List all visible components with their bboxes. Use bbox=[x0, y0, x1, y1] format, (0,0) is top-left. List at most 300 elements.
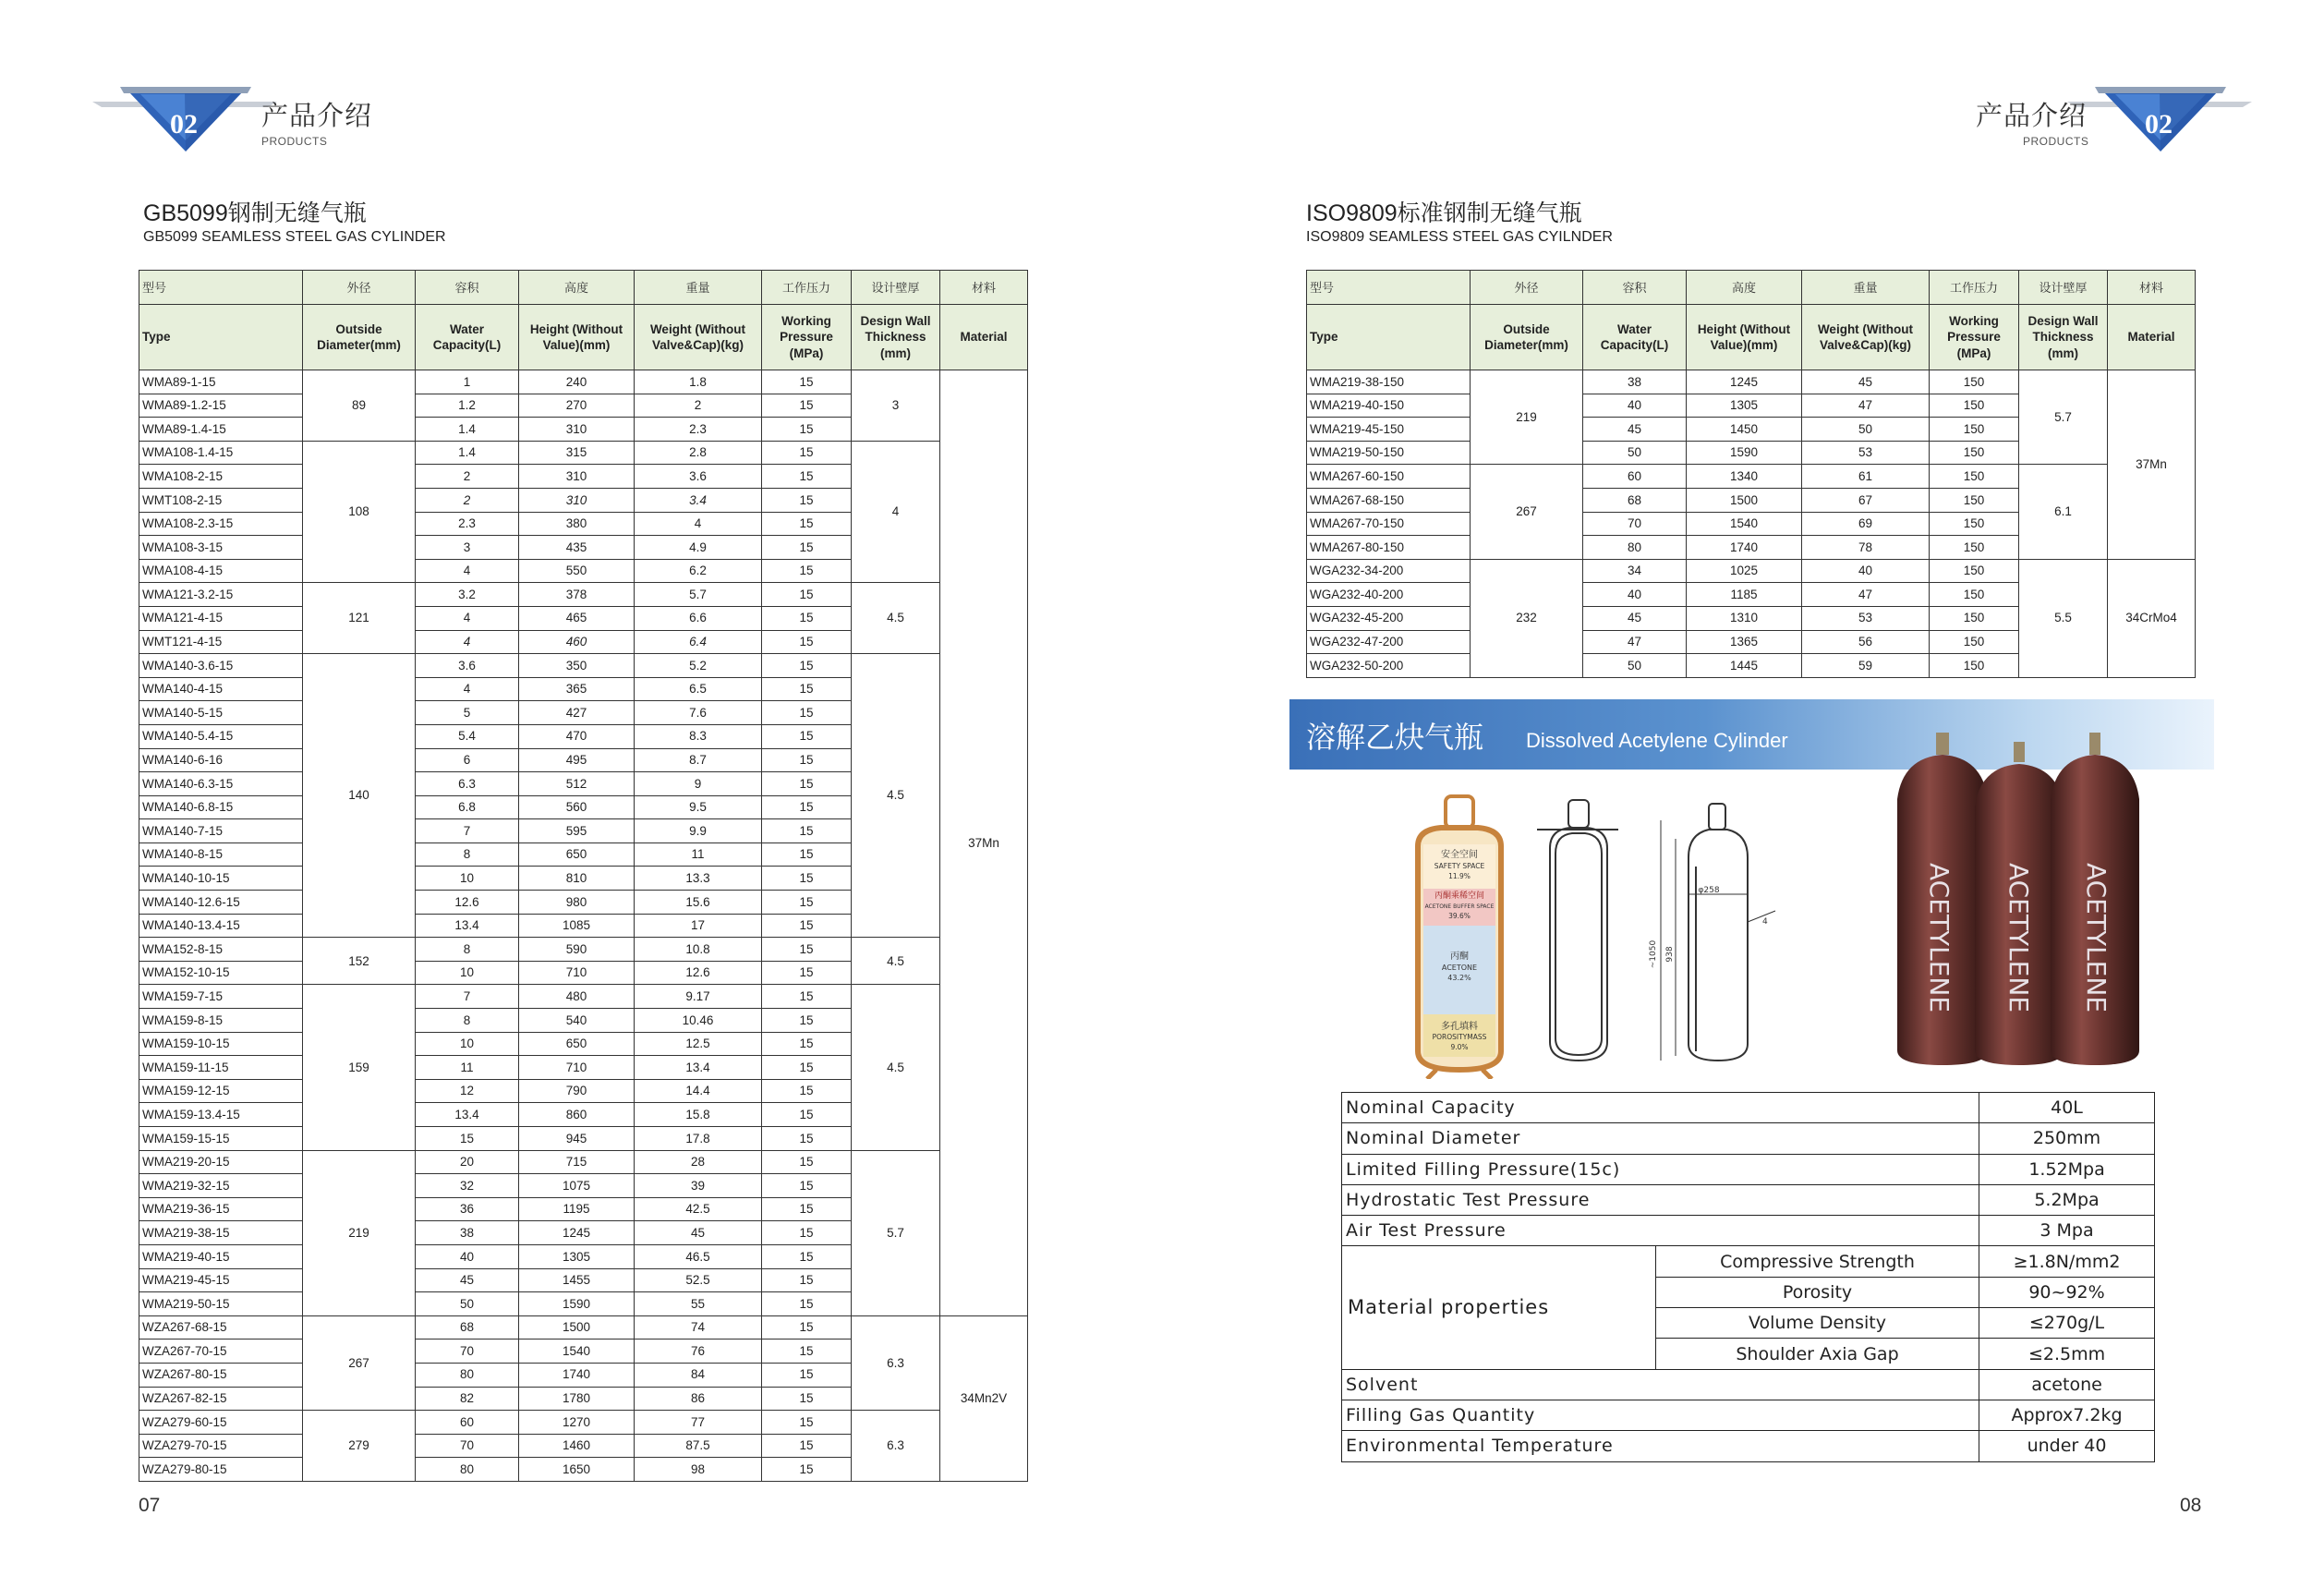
pressure-cell: 15 bbox=[762, 559, 852, 583]
weight-cell: 14.4 bbox=[635, 1079, 762, 1103]
capacity-cell: 8 bbox=[416, 1009, 519, 1033]
pressure-cell: 15 bbox=[762, 1221, 852, 1245]
pressure-cell: 150 bbox=[1930, 370, 2019, 394]
height-cell: 1340 bbox=[1687, 465, 1802, 489]
pressure-cell: 150 bbox=[1930, 630, 2019, 654]
weight-cell: 15.6 bbox=[635, 891, 762, 915]
capacity-cell: 8 bbox=[416, 842, 519, 867]
type-cell: WMA89-1.4-15 bbox=[139, 418, 303, 442]
height-cell: 1455 bbox=[519, 1268, 635, 1292]
porous-en-label: POROSITYMASS bbox=[1432, 1033, 1487, 1041]
capacity-cell: 60 bbox=[416, 1411, 519, 1435]
capacity-cell: 10 bbox=[416, 867, 519, 891]
pressure-cell: 15 bbox=[762, 418, 852, 442]
pressure-cell: 15 bbox=[762, 1387, 852, 1411]
table-row bbox=[139, 985, 1028, 1009]
capacity-cell: 40 bbox=[1583, 583, 1687, 607]
pressure-cell: 15 bbox=[762, 1411, 852, 1435]
column-header-en: Weight (Without Valve&Cap)(kg) bbox=[1802, 305, 1930, 370]
height-cell: 1245 bbox=[1687, 370, 1802, 394]
column-header-en: Material bbox=[940, 305, 1028, 370]
diameter-cell: 232 bbox=[1471, 559, 1583, 677]
property-label: Nominal Diameter bbox=[1342, 1123, 1979, 1154]
type-cell: WGA232-50-200 bbox=[1307, 654, 1471, 678]
height-cell: 380 bbox=[519, 512, 635, 536]
capacity-cell: 80 bbox=[416, 1363, 519, 1387]
capacity-cell: 34 bbox=[1583, 559, 1687, 583]
weight-cell: 11 bbox=[635, 842, 762, 867]
type-cell: WMA267-80-150 bbox=[1307, 536, 1471, 560]
property-row bbox=[1342, 1400, 2155, 1430]
weight-cell: 84 bbox=[635, 1363, 762, 1387]
column-header-cn: 容积 bbox=[1583, 271, 1687, 305]
property-value: acetone bbox=[1979, 1369, 2155, 1400]
pressure-cell: 15 bbox=[762, 1363, 852, 1387]
right-section-title: ISO9809标准钢制无缝气瓶 bbox=[1306, 200, 1582, 226]
height-cell: 860 bbox=[519, 1103, 635, 1127]
weight-cell: 78 bbox=[1802, 536, 1930, 560]
pressure-cell: 15 bbox=[762, 1103, 852, 1127]
type-cell: WMA159-12-15 bbox=[139, 1079, 303, 1103]
pressure-cell: 15 bbox=[762, 536, 852, 560]
table-row bbox=[1307, 465, 2196, 489]
column-header-cn: 高度 bbox=[519, 271, 635, 305]
weight-cell: 12.5 bbox=[635, 1032, 762, 1056]
capacity-cell: 1 bbox=[416, 370, 519, 394]
column-header-cn: 重量 bbox=[1802, 271, 1930, 305]
capacity-cell: 2 bbox=[416, 488, 519, 512]
capacity-cell: 11 bbox=[416, 1056, 519, 1080]
column-header-cn: 容积 bbox=[416, 271, 519, 305]
type-cell: WMA140-7-15 bbox=[139, 819, 303, 843]
capacity-cell: 12.6 bbox=[416, 891, 519, 915]
type-cell: WMA267-70-150 bbox=[1307, 512, 1471, 536]
height-cell: 310 bbox=[519, 488, 635, 512]
type-cell: WMA152-8-15 bbox=[139, 938, 303, 962]
header-title: 产品介绍 bbox=[1976, 102, 2088, 131]
acetylene-outline-drawing bbox=[1533, 793, 1792, 1070]
table-row bbox=[139, 583, 1028, 607]
pressure-cell: 15 bbox=[762, 488, 852, 512]
header-row-cn bbox=[139, 271, 1028, 305]
capacity-cell: 6.3 bbox=[416, 772, 519, 796]
table-row bbox=[139, 1315, 1028, 1339]
safety-en-label: SAFETY SPACE bbox=[1434, 862, 1485, 870]
height-cell: 715 bbox=[519, 1150, 635, 1174]
capacity-cell: 1.2 bbox=[416, 394, 519, 418]
property-value: 40L bbox=[1979, 1093, 2155, 1123]
material-property-value: 90~92% bbox=[1979, 1277, 2155, 1307]
pressure-cell: 15 bbox=[762, 1079, 852, 1103]
weight-cell: 2.8 bbox=[635, 441, 762, 465]
type-cell: WZA267-82-15 bbox=[139, 1387, 303, 1411]
weight-cell: 74 bbox=[635, 1315, 762, 1339]
material-cell: 34CrMo4 bbox=[2108, 559, 2196, 677]
thickness-cell: 4.5 bbox=[852, 583, 940, 654]
height-cell: 350 bbox=[519, 654, 635, 678]
gb5099-spec-table bbox=[139, 270, 1028, 1482]
column-header-en: Type bbox=[139, 305, 303, 370]
height-cell: 1075 bbox=[519, 1174, 635, 1198]
weight-cell: 1.8 bbox=[635, 370, 762, 394]
height-cell: 980 bbox=[519, 891, 635, 915]
height-cell: 790 bbox=[519, 1079, 635, 1103]
capacity-cell: 5 bbox=[416, 701, 519, 725]
type-cell: WMA159-11-15 bbox=[139, 1056, 303, 1080]
column-header-cn: 材料 bbox=[2108, 271, 2196, 305]
height-cell: 650 bbox=[519, 1032, 635, 1056]
column-header-en: Outside Diameter(mm) bbox=[303, 305, 416, 370]
pressure-cell: 15 bbox=[762, 1458, 852, 1482]
pressure-cell: 15 bbox=[762, 1174, 852, 1198]
height-cell: 650 bbox=[519, 842, 635, 867]
diameter-cell: 279 bbox=[303, 1411, 416, 1482]
height-cell: 310 bbox=[519, 418, 635, 442]
pressure-cell: 15 bbox=[762, 512, 852, 536]
type-cell: WMA140-12.6-15 bbox=[139, 891, 303, 915]
pressure-cell: 15 bbox=[762, 1434, 852, 1458]
capacity-cell: 3 bbox=[416, 536, 519, 560]
badge-number: 02 bbox=[2145, 109, 2173, 139]
capacity-cell: 32 bbox=[416, 1174, 519, 1198]
capacity-cell: 4 bbox=[416, 606, 519, 630]
capacity-cell: 45 bbox=[1583, 418, 1687, 442]
weight-cell: 2.3 bbox=[635, 418, 762, 442]
height-cell: 1185 bbox=[1687, 583, 1802, 607]
weight-cell: 47 bbox=[1802, 394, 1930, 418]
capacity-cell: 2.3 bbox=[416, 512, 519, 536]
capacity-cell: 10 bbox=[416, 961, 519, 985]
capacity-cell: 4 bbox=[416, 559, 519, 583]
capacity-cell: 6.8 bbox=[416, 795, 519, 819]
weight-cell: 17.8 bbox=[635, 1127, 762, 1151]
height-cell: 1365 bbox=[1687, 630, 1802, 654]
type-cell: WMA219-38-150 bbox=[1307, 370, 1471, 394]
weight-cell: 5.2 bbox=[635, 654, 762, 678]
material-property-value: ≤2.5mm bbox=[1979, 1339, 2155, 1369]
property-row bbox=[1342, 1093, 2155, 1123]
pressure-cell: 150 bbox=[1930, 394, 2019, 418]
pressure-cell: 15 bbox=[762, 441, 852, 465]
type-cell: WMA140-5.4-15 bbox=[139, 724, 303, 748]
weight-cell: 6.6 bbox=[635, 606, 762, 630]
material-property-label: Volume Density bbox=[1656, 1308, 1979, 1339]
dim-inner-label: 938 bbox=[1665, 946, 1675, 963]
capacity-cell: 13.4 bbox=[416, 914, 519, 938]
capacity-cell: 50 bbox=[1583, 654, 1687, 678]
column-header-cn: 工作压力 bbox=[1930, 271, 2019, 305]
acetylene-properties-table bbox=[1341, 1092, 2155, 1462]
type-cell: WMA140-5-15 bbox=[139, 701, 303, 725]
type-cell: WZA279-60-15 bbox=[139, 1411, 303, 1435]
weight-cell: 6.5 bbox=[635, 677, 762, 701]
capacity-cell: 3.2 bbox=[416, 583, 519, 607]
pressure-cell: 15 bbox=[762, 842, 852, 867]
right-section-subtitle: ISO9809 SEAMLESS STEEL GAS CYILNDER bbox=[1306, 229, 1613, 245]
height-cell: 1195 bbox=[519, 1197, 635, 1221]
left-section-subtitle: GB5099 SEAMLESS STEEL GAS CYLINDER bbox=[143, 229, 446, 245]
weight-cell: 42.5 bbox=[635, 1197, 762, 1221]
capacity-cell: 3.6 bbox=[416, 654, 519, 678]
property-row bbox=[1342, 1184, 2155, 1215]
iso9809-spec-table bbox=[1306, 270, 2196, 678]
capacity-cell: 10 bbox=[416, 1032, 519, 1056]
header-subtitle: PRODUCTS bbox=[261, 135, 328, 148]
material-property-value: ≤270g/L bbox=[1979, 1308, 2155, 1339]
pressure-cell: 150 bbox=[1930, 559, 2019, 583]
material-properties-label: Material properties bbox=[1342, 1246, 1656, 1369]
type-cell: WMA219-20-15 bbox=[139, 1150, 303, 1174]
column-header-cn: 高度 bbox=[1687, 271, 1802, 305]
height-cell: 540 bbox=[519, 1009, 635, 1033]
weight-cell: 8.3 bbox=[635, 724, 762, 748]
weight-cell: 50 bbox=[1802, 418, 1930, 442]
capacity-cell: 80 bbox=[1583, 536, 1687, 560]
acetylene-title: 溶解乙炔气瓶 bbox=[1306, 721, 1484, 754]
pressure-cell: 15 bbox=[762, 724, 852, 748]
height-cell: 1025 bbox=[1687, 559, 1802, 583]
capacity-cell: 45 bbox=[1583, 606, 1687, 630]
type-cell: WMA152-10-15 bbox=[139, 961, 303, 985]
height-cell: 1650 bbox=[519, 1458, 635, 1482]
pressure-cell: 15 bbox=[762, 677, 852, 701]
capacity-cell: 60 bbox=[1583, 465, 1687, 489]
cylinder-text-left: ACETYLENE bbox=[1924, 862, 1955, 1013]
diameter-cell: 219 bbox=[1471, 370, 1583, 465]
weight-cell: 15.8 bbox=[635, 1103, 762, 1127]
thickness-cell: 4.5 bbox=[852, 654, 940, 938]
dim-wall-label: 4 bbox=[1762, 917, 1768, 927]
weight-cell: 52.5 bbox=[635, 1268, 762, 1292]
pressure-cell: 150 bbox=[1930, 536, 2019, 560]
pressure-cell: 15 bbox=[762, 630, 852, 654]
weight-cell: 86 bbox=[635, 1387, 762, 1411]
pressure-cell: 150 bbox=[1930, 583, 2019, 607]
header-row-cn bbox=[1307, 271, 2196, 305]
capacity-cell: 20 bbox=[416, 1150, 519, 1174]
capacity-cell: 5.4 bbox=[416, 724, 519, 748]
property-value: 5.2Mpa bbox=[1979, 1184, 2155, 1215]
type-cell: WZA267-68-15 bbox=[139, 1315, 303, 1339]
property-label: Air Test Pressure bbox=[1342, 1216, 1979, 1246]
weight-cell: 87.5 bbox=[635, 1434, 762, 1458]
type-cell: WMA159-8-15 bbox=[139, 1009, 303, 1033]
column-header-cn: 型号 bbox=[1307, 271, 1471, 305]
type-cell: WMA121-3.2-15 bbox=[139, 583, 303, 607]
property-value: under 40 bbox=[1979, 1431, 2155, 1461]
type-cell: WZA279-70-15 bbox=[139, 1434, 303, 1458]
height-cell: 470 bbox=[519, 724, 635, 748]
height-cell: 1460 bbox=[519, 1434, 635, 1458]
porous-pct-label: 9.0% bbox=[1450, 1043, 1469, 1051]
pressure-cell: 15 bbox=[762, 961, 852, 985]
height-cell: 480 bbox=[519, 985, 635, 1009]
acetone-cn-label: 丙酮 bbox=[1450, 952, 1469, 962]
type-cell: WMT108-2-15 bbox=[139, 488, 303, 512]
type-cell: WMA267-68-150 bbox=[1307, 488, 1471, 512]
type-cell: WMA219-40-150 bbox=[1307, 394, 1471, 418]
type-cell: WGA232-34-200 bbox=[1307, 559, 1471, 583]
type-cell: WMA89-1-15 bbox=[139, 370, 303, 394]
acetylene-subtitle: Dissolved Acetylene Cylinder bbox=[1526, 729, 1788, 752]
property-label: Limited Filling Pressure(15c) bbox=[1342, 1154, 1979, 1184]
weight-cell: 4.9 bbox=[635, 536, 762, 560]
acetylene-cutaway-diagram bbox=[1399, 793, 1519, 1079]
material-cell: 34Mn2V bbox=[940, 1315, 1028, 1481]
diameter-cell: 267 bbox=[1471, 465, 1583, 559]
height-cell: 310 bbox=[519, 465, 635, 489]
porous-cn-label: 多孔填料 bbox=[1441, 1022, 1478, 1032]
weight-cell: 9.17 bbox=[635, 985, 762, 1009]
weight-cell: 5.7 bbox=[635, 583, 762, 607]
column-header-en: Height (Without Value)(mm) bbox=[519, 305, 635, 370]
height-cell: 1450 bbox=[1687, 418, 1802, 442]
height-cell: 1780 bbox=[519, 1387, 635, 1411]
type-cell: WMT121-4-15 bbox=[139, 630, 303, 654]
diameter-cell: 140 bbox=[303, 654, 416, 938]
pressure-cell: 150 bbox=[1930, 418, 2019, 442]
capacity-cell: 70 bbox=[1583, 512, 1687, 536]
height-cell: 512 bbox=[519, 772, 635, 796]
table-row bbox=[1307, 559, 2196, 583]
dim-diameter-label: φ258 bbox=[1698, 886, 1720, 895]
height-cell: 1245 bbox=[519, 1221, 635, 1245]
acetone-pct-label: 43.2% bbox=[1447, 974, 1471, 982]
capacity-cell: 80 bbox=[416, 1458, 519, 1482]
weight-cell: 3.4 bbox=[635, 488, 762, 512]
height-cell: 1540 bbox=[519, 1339, 635, 1364]
type-cell: WZA267-70-15 bbox=[139, 1339, 303, 1364]
pressure-cell: 15 bbox=[762, 1127, 852, 1151]
table-row bbox=[139, 1411, 1028, 1435]
type-cell: WMA140-13.4-15 bbox=[139, 914, 303, 938]
capacity-cell: 4 bbox=[416, 630, 519, 654]
pressure-cell: 15 bbox=[762, 891, 852, 915]
buffer-cn-label: 丙酮乘稀空间 bbox=[1434, 891, 1485, 901]
thickness-cell: 4 bbox=[852, 441, 940, 583]
buffer-en-label: ACETONE BUFFER SPACE bbox=[1424, 903, 1495, 910]
height-cell: 465 bbox=[519, 606, 635, 630]
acetone-en-label: ACETONE bbox=[1441, 964, 1478, 972]
capacity-cell: 82 bbox=[416, 1387, 519, 1411]
type-cell: WMA108-1.4-15 bbox=[139, 441, 303, 465]
pressure-cell: 15 bbox=[762, 819, 852, 843]
type-cell: WMA140-10-15 bbox=[139, 867, 303, 891]
pressure-cell: 15 bbox=[762, 1244, 852, 1268]
page-number: 08 bbox=[2180, 1495, 2202, 1516]
capacity-cell: 2 bbox=[416, 465, 519, 489]
capacity-cell: 70 bbox=[416, 1339, 519, 1364]
pressure-cell: 15 bbox=[762, 1197, 852, 1221]
height-cell: 1310 bbox=[1687, 606, 1802, 630]
capacity-cell: 7 bbox=[416, 985, 519, 1009]
thickness-cell: 3 bbox=[852, 370, 940, 442]
column-header-cn: 设计壁厚 bbox=[852, 271, 940, 305]
weight-cell: 76 bbox=[635, 1339, 762, 1364]
property-label: Filling Gas Quantity bbox=[1342, 1400, 1979, 1430]
type-cell: WZA279-80-15 bbox=[139, 1458, 303, 1482]
type-cell: WZA267-80-15 bbox=[139, 1363, 303, 1387]
badge-number: 02 bbox=[170, 109, 198, 139]
column-header-cn: 外径 bbox=[1471, 271, 1583, 305]
type-cell: WMA267-60-150 bbox=[1307, 465, 1471, 489]
weight-cell: 9 bbox=[635, 772, 762, 796]
table-row bbox=[1307, 370, 2196, 394]
diameter-cell: 121 bbox=[303, 583, 416, 654]
height-cell: 1305 bbox=[519, 1244, 635, 1268]
type-cell: WMA140-6-16 bbox=[139, 748, 303, 772]
height-cell: 460 bbox=[519, 630, 635, 654]
type-cell: WMA159-13.4-15 bbox=[139, 1103, 303, 1127]
pressure-cell: 15 bbox=[762, 370, 852, 394]
safety-pct-label: 11.9% bbox=[1448, 872, 1471, 880]
pressure-cell: 15 bbox=[762, 1009, 852, 1033]
height-cell: 427 bbox=[519, 701, 635, 725]
type-cell: WMA108-4-15 bbox=[139, 559, 303, 583]
property-label: Nominal Capacity bbox=[1342, 1093, 1979, 1123]
height-cell: 1500 bbox=[519, 1315, 635, 1339]
capacity-cell: 8 bbox=[416, 938, 519, 962]
thickness-cell: 4.5 bbox=[852, 985, 940, 1150]
height-cell: 1590 bbox=[519, 1292, 635, 1316]
thickness-cell: 4.5 bbox=[852, 938, 940, 985]
column-header-cn: 重量 bbox=[635, 271, 762, 305]
capacity-cell: 40 bbox=[1583, 394, 1687, 418]
property-label: Solvent bbox=[1342, 1369, 1979, 1400]
weight-cell: 61 bbox=[1802, 465, 1930, 489]
header-title: 产品介绍 bbox=[261, 102, 373, 131]
weight-cell: 53 bbox=[1802, 441, 1930, 465]
property-label: Hydrostatic Test Pressure bbox=[1342, 1184, 1979, 1215]
height-cell: 1445 bbox=[1687, 654, 1802, 678]
safety-cn-label: 安全空间 bbox=[1441, 850, 1478, 860]
pressure-cell: 15 bbox=[762, 795, 852, 819]
height-cell: 810 bbox=[519, 867, 635, 891]
weight-cell: 77 bbox=[635, 1411, 762, 1435]
capacity-cell: 68 bbox=[416, 1315, 519, 1339]
weight-cell: 10.46 bbox=[635, 1009, 762, 1033]
height-cell: 945 bbox=[519, 1127, 635, 1151]
capacity-cell: 40 bbox=[416, 1244, 519, 1268]
pressure-cell: 150 bbox=[1930, 654, 2019, 678]
column-header-en: Working Pressure (MPa) bbox=[1930, 305, 2019, 370]
material-property-value: ≥1.8N/mm2 bbox=[1979, 1246, 2155, 1277]
material-property-row bbox=[1342, 1246, 2155, 1277]
capacity-cell: 4 bbox=[416, 677, 519, 701]
type-cell: WGA232-47-200 bbox=[1307, 630, 1471, 654]
material-cell: 37Mn bbox=[940, 370, 1028, 1316]
type-cell: WMA219-45-150 bbox=[1307, 418, 1471, 442]
height-cell: 240 bbox=[519, 370, 635, 394]
diameter-cell: 219 bbox=[303, 1150, 416, 1315]
height-cell: 1500 bbox=[1687, 488, 1802, 512]
type-cell: WMA159-10-15 bbox=[139, 1032, 303, 1056]
capacity-cell: 36 bbox=[416, 1197, 519, 1221]
type-cell: WMA121-4-15 bbox=[139, 606, 303, 630]
diameter-cell: 159 bbox=[303, 985, 416, 1150]
type-cell: WMA108-2-15 bbox=[139, 465, 303, 489]
type-cell: WGA232-45-200 bbox=[1307, 606, 1471, 630]
pressure-cell: 15 bbox=[762, 394, 852, 418]
property-value: 3 Mpa bbox=[1979, 1216, 2155, 1246]
property-row bbox=[1342, 1216, 2155, 1246]
pressure-cell: 15 bbox=[762, 583, 852, 607]
table-row bbox=[139, 1150, 1028, 1174]
weight-cell: 6.2 bbox=[635, 559, 762, 583]
thickness-cell: 5.7 bbox=[2019, 370, 2108, 465]
column-header-en: Water Capacity(L) bbox=[1583, 305, 1687, 370]
cylinder-text-middle: ACETYLENE bbox=[2003, 862, 2034, 1013]
